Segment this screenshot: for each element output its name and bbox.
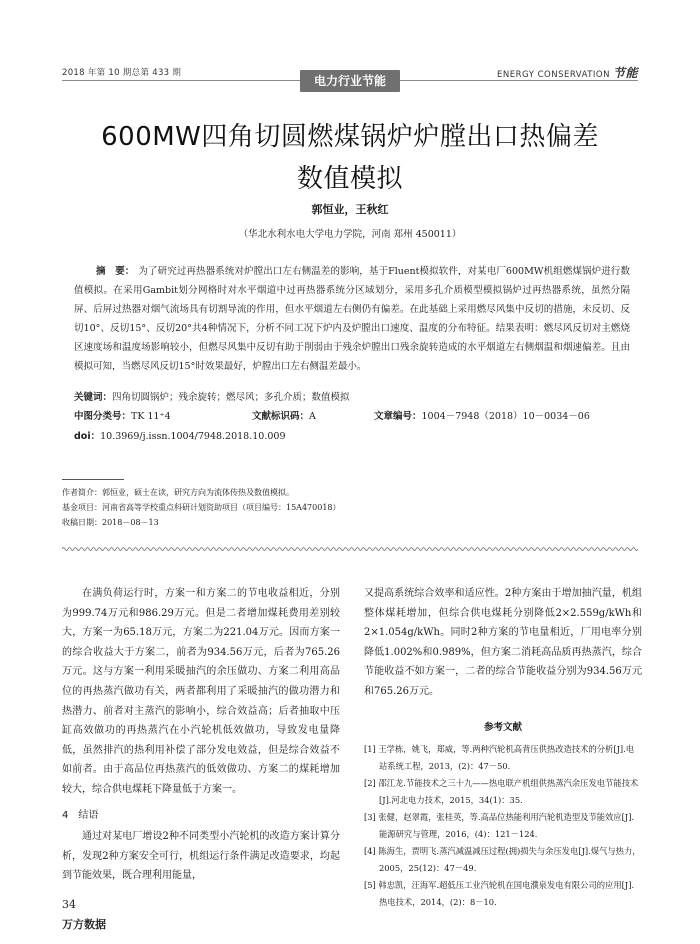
footnote-fund: 基金项目：河南省高等学校重点科研计划资助项目（项目编号：15A470018） [62,503,341,512]
article-label: 文章编号： [374,411,422,422]
footnote-author: 作者简介：郭恒业，硕士在读，研究方向为流体传热及数值模拟。 [62,488,294,497]
doi-value: 10.3969/j.issn.1004/7948.2018.10.009 [100,431,286,442]
clc-value: TK 11⁺4 [131,411,171,422]
page-number: 34 [62,898,76,911]
doi-label: doi： [74,431,101,442]
journal-name [497,64,638,81]
body-column-left [62,584,340,886]
abstract [74,262,630,376]
wavy-divider [62,545,638,553]
abstract-label: 摘 要： [96,266,135,277]
reference-item: [2] 邵江龙.节能技术之三十九——热电联产机组供热蒸汽余压发电节能技术[J].河北电力技术，2015，34(1)：35. [364,778,639,806]
body-paragraph: 又提高系统综合效率和适应性。2种方案由于增加抽汽量，机组整体煤耗增加，但综合供电煤耗分别降低2×2.559g/kWh和2×1.054g/kWh。同时2种方案的节电量相近，厂用电率分别降低1.002%和0.989%，但方案二消耗高品质再热蒸汽，综合节能收益不如方案一，二者的综合节能收益分别为934.56万元和765.26万元。 [364,588,642,697]
authors: 郭恒业，王秋红 [311,203,389,216]
section-heading-conclusion: 4 结语 [62,809,99,821]
paper-title-line-2: 数值模拟 [296,164,403,194]
references-heading: 参考文献 [483,721,522,733]
clc-code [74,408,171,422]
keywords-text: 四角切圆锅炉；残余旋转；燃尽风；多孔介质；数值模拟 [112,392,350,403]
body-paragraph: 在满负荷运行时，方案一和方案二的节电收益相近，分别为999.74万元和986.29万元。但是二者增加煤耗费用差别较大，方案一为65.18万元，方案二为221.04万元。因而方案一的综合收益大于方案二，前者为934.56万元，后者为765.26万元。这与方案一利用采暖抽汽的余压做功、方案二利用高品位的再热蒸汽做功有关，两者都利用了采暖抽汽的做功潜力和热潜力、前者对主蒸汽的影响小，综合效益高；后者抽取中压缸高效做功的再热蒸汽在小汽轮机低效做功，导致发电量降低，虽然排汽的热利用补偿了部分发电效益，但是综合效益不如前者。由于高品位再热蒸汽的低效做功、方案二的煤耗增加较大，综合供电煤耗下降量低于方案一。 [62,588,340,795]
journal-name-en: ENERGY CONSERVATION [497,70,610,80]
classification-line [74,408,634,424]
journal-name-cn: 节能 [612,66,638,80]
watermark: 万方数据 [62,918,106,931]
footnote-rule [62,479,124,480]
reference-item: [3] 张健，赵翠霞，张桂英，等.高品位热能利用汽轮机造型及节能效应[J].能源研究与管理，2016，(4)：121－124. [364,812,635,840]
reference-item: [5] 韩忠凯，汪海军.超低压工业汽轮机在国电濮泉发电有限公司的应用[J].热电技术，2014，(2)：8－10. [364,880,635,908]
doc-label: 文献标识码： [252,411,310,422]
body-paragraph: 通过对某电厂增设2种不同类型小汽轮机的改造方案计算分析，发现2种方案安全可行，机组运行条件满足改造要求，均起到节能效果，既合理利用能量， [62,831,340,882]
keywords-label: 关键词： [74,392,113,403]
article-value: 1004－7948（2018）10－0034－06 [421,411,590,422]
section-tag: 电力行业节能 [300,70,400,92]
footnote-received: 收稿日期：2018－08－13 [62,518,159,527]
body-column-right [364,584,642,911]
keywords [74,389,350,403]
affiliation: （华北水利水电大学电力学院，河南 郑州 450011） [238,229,462,240]
document-code [252,408,316,422]
issue-info: 2018 年第 10 期总第 433 期 [62,68,182,78]
doi [74,428,285,442]
reference-item: [4] 陈海生，贾明飞.蒸汽减温减压过程(拥)损失与余压发电[J].煤气与热力，2005，25(12)：47－49. [364,846,641,874]
article-number [374,408,590,422]
clc-label: 中图分类号： [74,411,132,422]
reference-item: [1] 王学栋，姚飞，郑威，等.两种汽轮机高背压供热改造技术的分析[J].电站系统工程，2013，(2)：47－50. [364,744,635,772]
doc-value: A [309,411,316,422]
abstract-text: 为了研究过再热器系统对炉膛出口左右侧温差的影响，基于Fluent模拟软件，对某电厂600MW机组燃煤锅炉进行数值模拟。在采用Gambit划分网格时对水平烟道中过再热器系统分区域划分，采用多孔介质模型模拟锅炉过再热器系统，虽然分隔屏、后屏过热器对烟气流场具有切割导流的作用，但水平烟道左右侧仍有偏差。在此基础上采用燃尽风集中反切的措施，未反切、反切10°、反切15°、反切20°共4种情况下，分析不同工况下炉内及炉膛出口速度、温度的分布特征。结果表明：燃尽风反切对主燃烧区速度场和温度场影响较小，但燃尽风集中反切有助于削弱由于残余炉膛出口残余旋转造成的水平烟道左右侧烟温和烟速偏差。且由模拟可知，当燃尽风反切15°时效果最好，炉膛出口左右侧温差最小。 [74,266,630,372]
paper-title-line-1: 600MW四角切圆燃煤锅炉炉膛出口热偏差 [101,122,599,152]
